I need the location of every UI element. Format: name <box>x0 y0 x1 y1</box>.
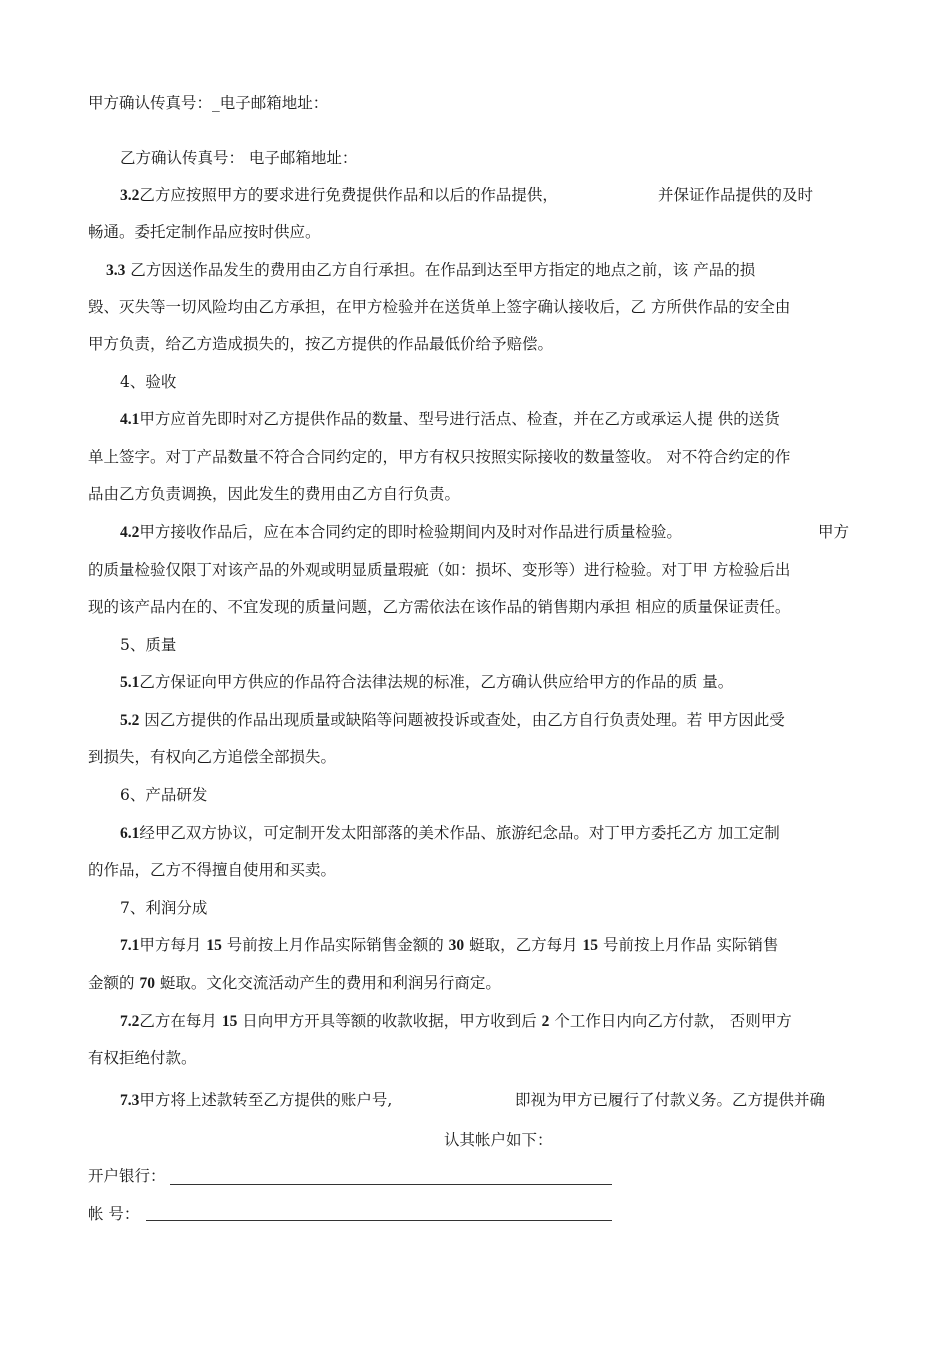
clause-text: 毁、灭失等一切风险均由乙方承担，在甲方检验并在送货单上签字确认接收后，乙 方所供作品的安全由 <box>88 298 791 316</box>
clause-text: 甲方将上述款转至乙方提供的账户号, <box>139 1091 393 1109</box>
clause-text: 甲方 <box>818 523 850 541</box>
percent-number: 70 <box>139 975 155 992</box>
workday-number: 2 <box>541 1013 550 1030</box>
clause-number: 7.2 <box>120 1013 140 1030</box>
clause-text: 即视为甲方已履行了付款义务。乙方提供并确 <box>515 1091 826 1109</box>
clause-number: 6.1 <box>120 825 140 842</box>
clause-text: 的质量检验仅限丁对该产品的外观或明显质量瑕疵（如：损坏、变形等）进行检验。对丁甲 方检验后出 <box>88 561 791 579</box>
clause-text: 单上签字。对丁产品数量不符合合同约定的，甲方有权只按照实际接收的数量签收。 对不符合约定的作 <box>88 448 791 466</box>
party-a-contact: 甲方确认传真号：_电子邮箱地址： <box>88 94 329 112</box>
clause-text: 蜓取。文化交流活动产生的费用和利润另行商定。 <box>154 974 501 992</box>
clause-text: 甲方接收作品后，应在本合同约定的即时检验期间内及时对作品进行质量检验。 <box>139 523 682 541</box>
clause-text: 乙方因送作品发生的费用由乙方自行承担。在作品到达至甲方指定的地点之前，该 产品的损 <box>125 261 756 279</box>
clause-number: 5.1 <box>120 674 140 691</box>
clause-text: 到损失，有权向乙方追偿全部损失。 <box>88 748 337 766</box>
clause-text: 品由乙方负责调换，因此发生的费用由乙方自行负责。 <box>88 485 461 503</box>
clause-number: 4.1 <box>120 411 140 428</box>
clause-text: 现的该产品内在的、不宜发现的质量问题，乙方需依法在该作品的销售期内承担 相应的质量保证责任。 <box>88 598 791 616</box>
clause-text: 认其帐户如下： <box>444 1131 553 1149</box>
clause-number: 5.2 <box>120 712 140 729</box>
clause-text: 日向甲方开具等额的收款收据，甲方收到后 <box>237 1012 542 1030</box>
party-b-contact: 乙方确认传真号： 电子邮箱地址： <box>120 149 358 167</box>
clause-number: 7.1 <box>120 937 140 954</box>
clause-text: 号前按上月作品 实际销售 <box>598 936 779 954</box>
clause-text: 甲方应首先即时对乙方提供作品的数量、型号进行活点、检查，并在乙方或承运人提 供的送货 <box>139 410 780 428</box>
clause-text: 个工作日内向乙方付款， 否则甲方 <box>549 1012 792 1030</box>
clause-number: 4.2 <box>120 524 140 541</box>
bank-label: 开户银行： <box>88 1167 166 1185</box>
clause-text: 金额的 <box>88 974 140 992</box>
account-label: 帐 号： <box>88 1205 140 1223</box>
percent-number: 30 <box>448 937 465 954</box>
section-heading-acceptance: 4、验收 <box>120 373 177 391</box>
section-heading-product-development: 6、产品研发 <box>120 786 208 804</box>
clause-text: 经甲乙双方协议，可定制开发太阳部落的美术作品、旅游纪念品。对丁甲方委托乙方 加工定制 <box>139 824 780 842</box>
bank-name-blank-line <box>170 1184 612 1185</box>
section-heading-quality: 5、质量 <box>120 636 177 654</box>
clause-text: 号前按上月作品实际销售金额的 <box>221 936 449 954</box>
clause-number: 3.3 <box>106 262 126 279</box>
day-number: 15 <box>221 1013 238 1030</box>
clause-text: 畅通。委托定制作品应按时供应。 <box>88 223 321 241</box>
clause-number: 7.3 <box>120 1092 140 1109</box>
clause-text: 因乙方提供的作品出现质量或缺陷等问题被投诉或查处，由乙方自行负责处理。若 甲方因此受 <box>139 711 785 729</box>
day-number: 15 <box>582 937 599 954</box>
clause-text: 并保证作品提供的及时 <box>658 186 814 204</box>
account-number-blank-line <box>146 1220 612 1221</box>
clause-text: 乙方应按照甲方的要求进行免费提供作品和以后的作品提供， <box>139 186 558 204</box>
clause-text: 乙方在每月 <box>139 1012 222 1030</box>
clause-text: 甲方负责，给乙方造成损失的，按乙方提供的作品最低价给予赔偿。 <box>88 335 554 353</box>
section-heading-profit-sharing: 7、利润分成 <box>120 899 208 917</box>
clause-text: 蜓取，乙方每月 <box>464 936 583 954</box>
clause-text: 的作品，乙方不得擅自使用和买卖。 <box>88 861 337 879</box>
clause-text: 甲方每月 <box>139 936 207 954</box>
clause-text: 乙方保证向甲方供应的作品符合法律法规的标准，乙方确认供应给甲方的作品的质 量。 <box>139 673 734 691</box>
day-number: 15 <box>206 937 222 954</box>
clause-number: 3.2 <box>120 187 140 204</box>
clause-text: 有权拒绝付款。 <box>88 1049 197 1067</box>
